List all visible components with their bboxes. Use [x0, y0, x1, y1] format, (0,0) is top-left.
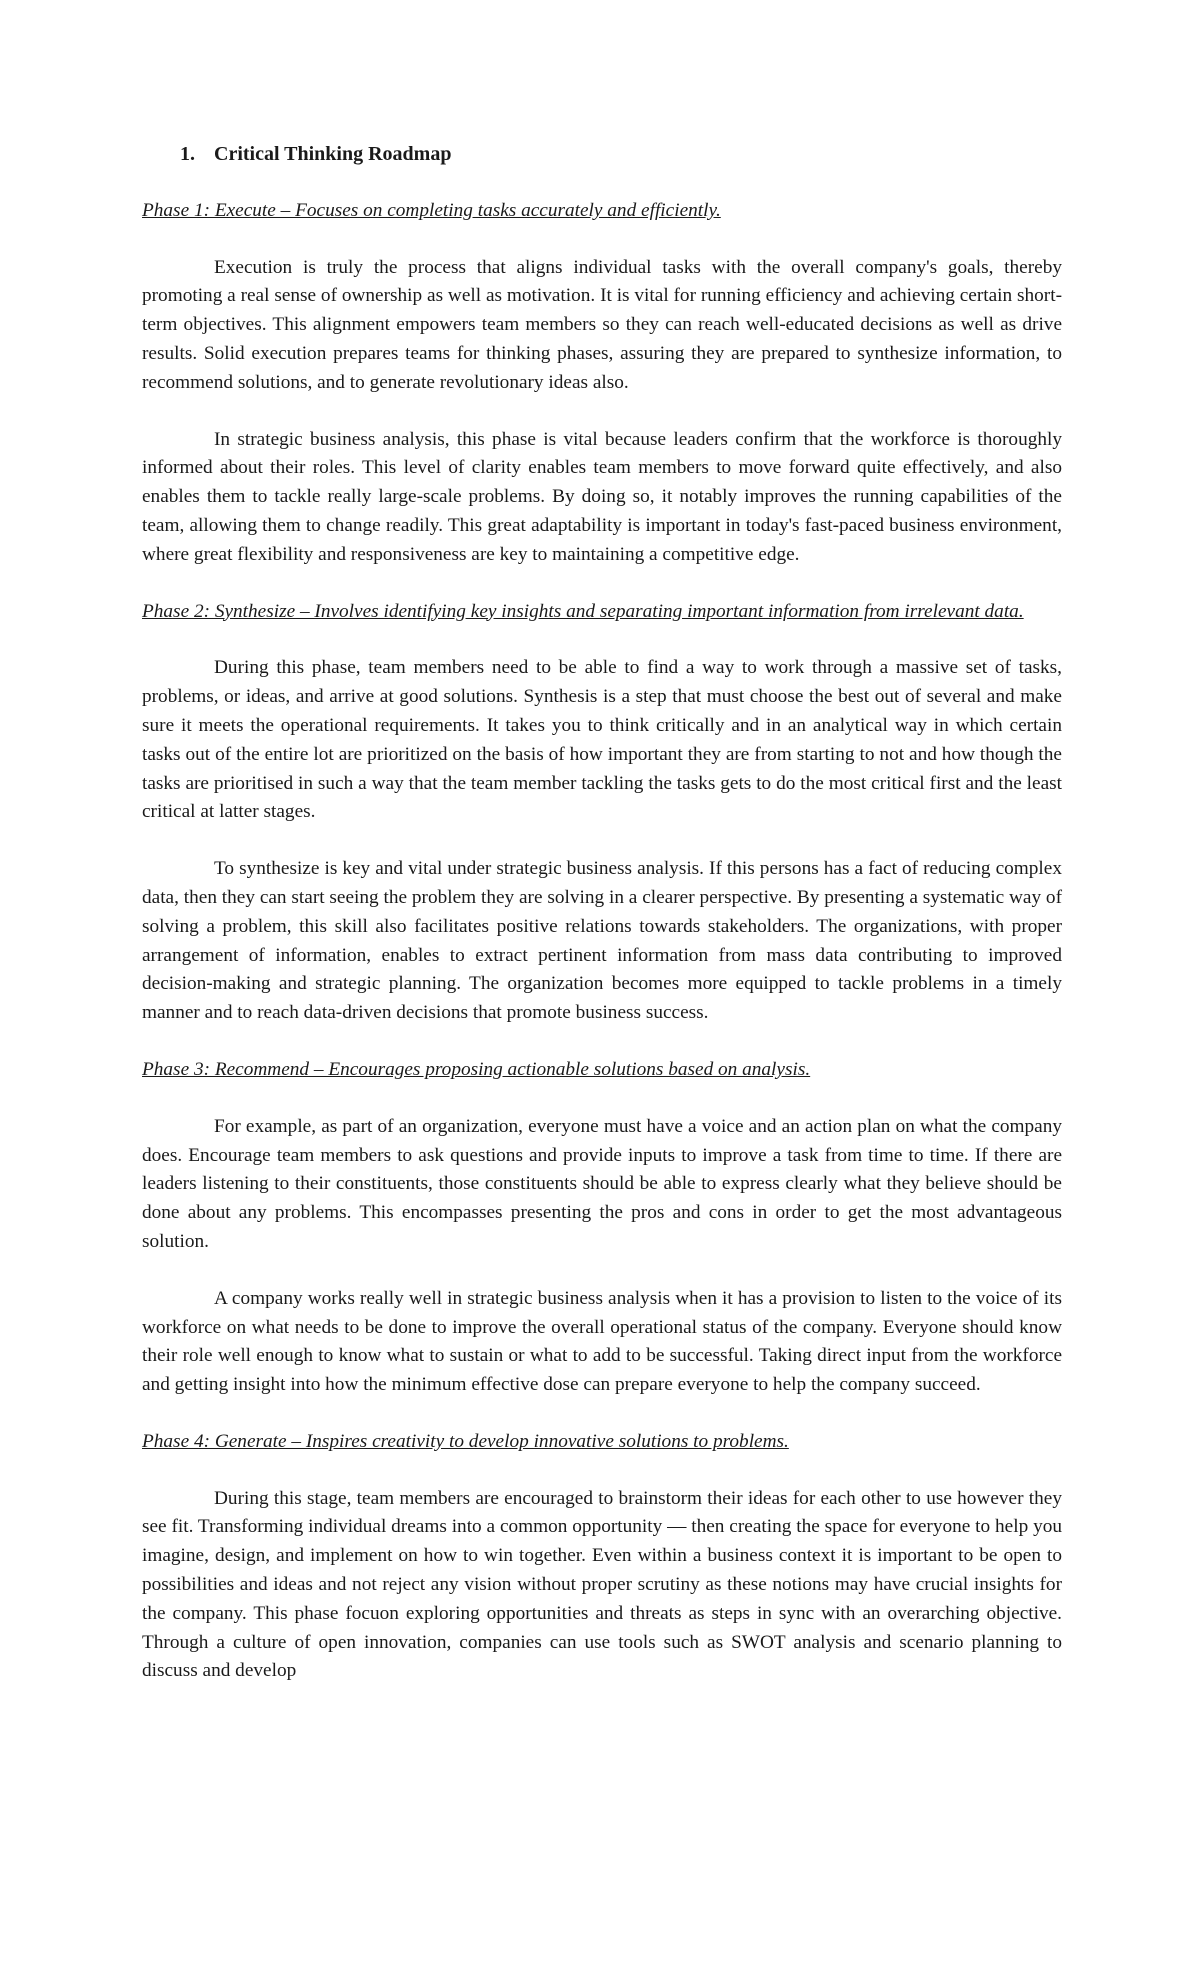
section-title: Critical Thinking Roadmap [214, 143, 452, 165]
phase-3-paragraph-2: A company works really well in strategic business analysis when it has a provision to listen to the voice of its workforce on what needs to be done to improve the overall operational status of the company. Everyone should know their role well enough to know what to sustain or what to add to be successful. Taking direct input from the workforce and getting insight into how the minimum effective dose can prepare everyone to help the company succeed. [142, 1287, 1062, 1396]
section-heading [142, 140, 1062, 169]
phase-3-paragraph-1: For example, as part of an organization, everyone must have a voice and an action plan on what the company does. Encourage team members to ask questions and provide inputs to improve a task from time to time. If there are leaders listening to their constituents, those constituents should be able to express clearly what they believe should be done about any problems. This encompasses presenting the pros and cons in order to get the most advantageous solution. [142, 1115, 1062, 1252]
phase-3-title: Phase 3: Recommend – Encourages proposing actionable solutions based on analysis. [142, 1058, 811, 1080]
phase-4-paragraph-1: During this stage, team members are encouraged to brainstorm their ideas for each other to use however they see fit. Transforming individual dreams into a common opportunity — then creating the space for everyone to help you imagine, design, and implement on how to win together. Even within a business context it is important to be open to possibilities and ideas and not reject any vision without proper scrutiny as these notions may have crucial insights for the company. This phase focuon exploring opportunities and threats as steps in sync with an overarching objective. Through a culture of open innovation, companies can use tools such as SWOT analysis and scenario planning to discuss and develop [142, 1487, 1062, 1682]
phase-2-title: Phase 2: Synthesize – Involves identifying key insights and separating important information from irrelevant data. [142, 600, 1024, 622]
phase-1-paragraph-1: Execution is truly the process that aligns individual tasks with the overall company's goals, thereby promoting a real sense of ownership as well as motivation. It is vital for running efficiency and achieving certain short-term objectives. This alignment empowers team members so they can reach well-educated decisions as well as drive results. Solid execution prepares teams for thinking phases, assuring they are prepared to synthesize information, to recommend solutions, and to generate revolutionary ideas also. [142, 256, 1062, 393]
phase-1-paragraph-2: In strategic business analysis, this phase is vital because leaders confirm that the workforce is thoroughly informed about their roles. This level of clarity enables team members to move forward quite effectively, and also enables them to tackle really large-scale problems. By doing so, it notably improves the running capabilities of the team, allowing them to change readily. This great adaptability is important in today's fast-paced business environment, where great flexibility and responsiveness are key to maintaining a competitive edge. [142, 428, 1062, 565]
phase-4-title: Phase 4: Generate – Inspires creativity to develop innovative solutions to problems. [142, 1430, 789, 1452]
document-page [142, 140, 1062, 1714]
phase-1-title: Phase 1: Execute – Focuses on completing tasks accurately and efficiently. [142, 199, 721, 221]
phase-2-paragraph-2: To synthesize is key and vital under strategic business analysis. If this persons has a fact of reducing complex data, then they can start seeing the problem they are solving in a clearer perspective. By presenting a systematic way of solving a problem, this skill also facilitates positive relations towards stakeholders. The organizations, with proper arrangement of information, enables to extract pertinent information from mass data contributing to improved decision-making and strategic planning. The organization becomes more equipped to tackle problems in a timely manner and to reach data-driven decisions that promote business success. [142, 858, 1062, 1024]
phase-2-paragraph-1: During this phase, team members need to be able to find a way to work through a massive set of tasks, problems, or ideas, and arrive at good solutions. Synthesis is a step that must choose the best out of several and make sure it meets the operational requirements. It takes you to think critically and in an analytical way in which certain tasks out of the entire lot are prioritized on the basis of how important they are from starting to not and how though the tasks are prioritised in such a way that the team member tackling the tasks gets to do the most critical first and the least critical at latter stages. [142, 657, 1062, 823]
section-number: 1. [180, 143, 195, 165]
